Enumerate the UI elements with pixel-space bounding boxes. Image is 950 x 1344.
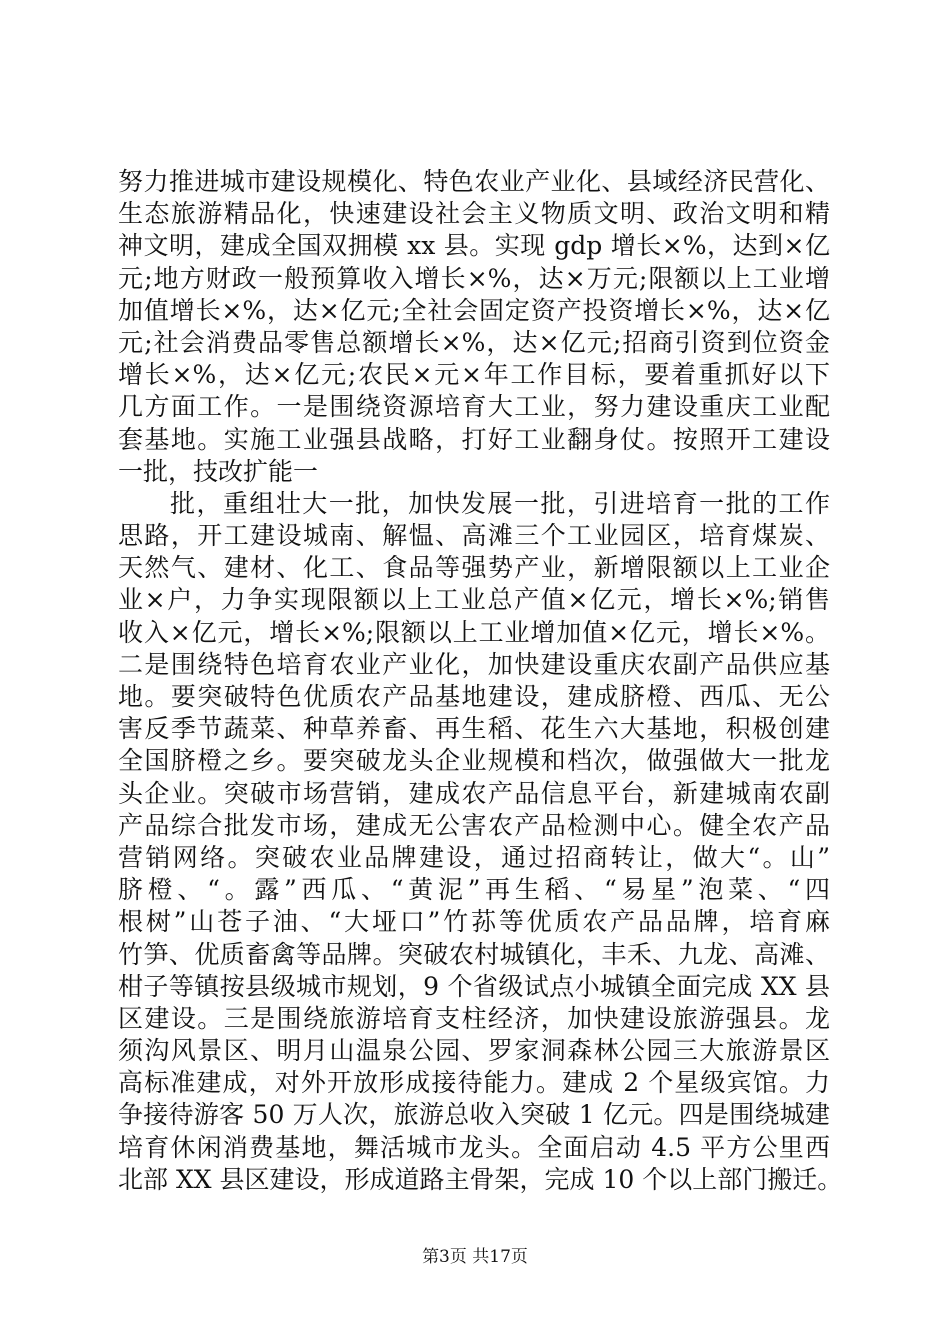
document-body — [118, 166, 843, 1196]
text-line: 营销网络。突破农业品牌建设，通过招商转让，做大“。山” — [118, 842, 830, 872]
text-line: 二是围绕特色培育农业产业化，加快建设重庆农副产品供应基 — [118, 649, 830, 679]
text-line: 套基地。实施工业强县战略，打好工业翻身仗。按照开工建设 — [118, 424, 830, 454]
text-line: 高标准建成，对外开放形成接待能力。建成 2 个星级宾馆。力 — [118, 1068, 830, 1098]
text-line: 业×户，力争实现限额以上工业总产值×亿元，增长×%;销售 — [118, 585, 830, 615]
text-line: 元;社会消费品零售总额增长×%，达×亿元;招商引资到位资金 — [118, 327, 830, 357]
paragraph — [118, 488, 843, 1196]
text-line: 产品综合批发市场，建成无公害农产品检测中心。健全农产品 — [118, 810, 830, 840]
text-line: 批，重组壮大一批，加快发展一批，引进培育一批的工作 — [170, 488, 830, 518]
text-line: 全国脐橙之乡。要突破龙头企业规模和档次，做强做大一批龙 — [118, 746, 830, 776]
text-line: 加值增长×%，达×亿元;全社会固定资产投资增长×%，达×亿 — [118, 295, 830, 325]
text-line: 柑子等镇按县级城市规划，9 个省级试点小城镇全面完成 XX 县 — [118, 971, 830, 1001]
text-line: 天然气、建材、化工、食品等强势产业，新增限额以上工业企 — [118, 553, 830, 583]
text-line: 收入×亿元，增长×%;限额以上工业增加值×亿元，增长×%。 — [118, 617, 830, 647]
text-line: 地。要突破特色优质农产品基地建设，建成脐橙、西瓜、无公 — [118, 682, 830, 711]
text-line: 努力推进城市建设规模化、特色农业产业化、县域经济民营化、 — [118, 167, 830, 196]
text-line: 区建设。三是围绕旅游培育支柱经济，加快建设旅游强县。龙 — [118, 1003, 830, 1033]
text-line: 根树”山苍子油、“大垭口”竹荪等优质农产品品牌，培育麻 — [118, 907, 830, 937]
text-line: 思路，开工建设城南、解愠、高滩三个工业园区，培育煤炭、 — [118, 521, 830, 551]
text-line: 害反季节蔬菜、种草养畜、再生稻、花生六大基地，积极创建 — [118, 714, 830, 744]
text-line: 几方面工作。一是围绕资源培育大工业，努力建设重庆工业配 — [118, 392, 830, 422]
page-number: 第3页 共17页 — [422, 1247, 528, 1267]
text-line: 争接待游客 50 万人次，旅游总收入突破 1 亿元。四是围绕城建 — [118, 1100, 830, 1130]
text-line: 元;地方财政一般预算收入增长×%，达×万元;限额以上工业增 — [118, 263, 830, 293]
text-line: 一批，技改扩能一 — [118, 456, 319, 486]
text-line: 脐橙、“。露”西瓜、“黄泥”再生稻、“易星”泡菜、“四 — [118, 875, 830, 905]
text-line: 北部 XX 县区建设，形成道路主骨架，完成 10 个以上部门搬迁。 — [118, 1164, 843, 1194]
text-line: 培育休闲消费基地，舞活城市龙头。全面启动 4.5 平方公里西 — [118, 1132, 830, 1162]
paragraph — [118, 166, 830, 488]
text-line: 增长×%，达×亿元;农民×元×年工作目标，要着重抓好以下 — [118, 360, 830, 390]
text-line: 头企业。突破市场营销，建成农产品信息平台，新建城南农副 — [118, 778, 830, 808]
text-line: 须沟风景区、明月山温泉公园、罗家洞森林公园三大旅游景区 — [118, 1036, 830, 1066]
text-line: 神文明，建成全国双拥模 xx 县。实现 gdp 增长×%，达到×亿 — [118, 231, 830, 261]
text-line: 竹笋、优质畜禽等品牌。突破农村城镇化，丰禾、九龙、高滩、 — [118, 939, 830, 969]
text-line: 生态旅游精品化，快速建设社会主义物质文明、政治文明和精 — [118, 199, 830, 229]
